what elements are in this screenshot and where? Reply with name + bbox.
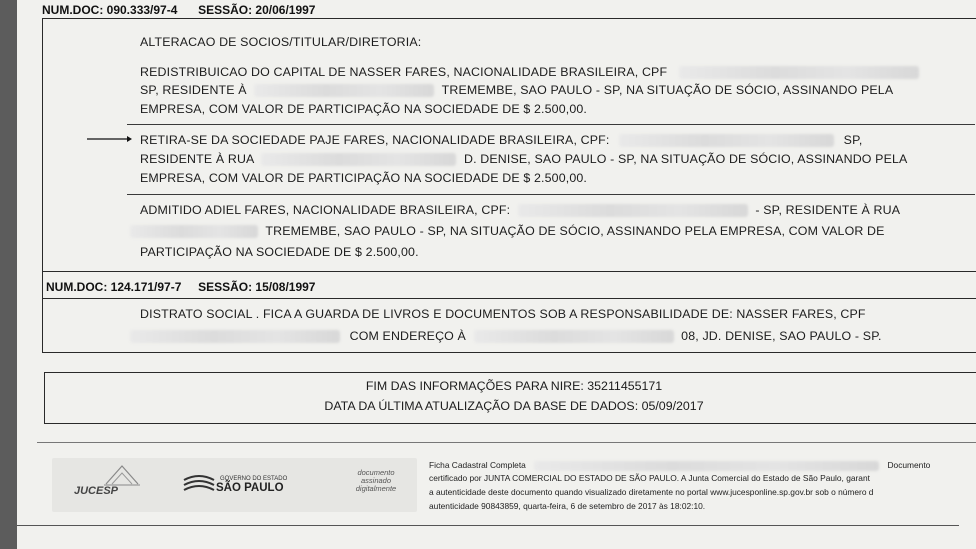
record1-header	[42, 3, 315, 17]
record1-p3-line3: PARTICIPAÇÃO NA SOCIEDADE DE $ 2.500,00.	[140, 245, 419, 259]
summary-box	[44, 372, 976, 424]
redacted-cpf	[130, 330, 340, 343]
redacted-address	[254, 84, 434, 97]
redacted-cpf	[619, 134, 834, 147]
record1-p1-line2: SP, RESIDENTE À TREMEMBE, SAO PAULO - SP, NA SITUAÇÃO DE SÓCIO, ASSINANDO PELA	[140, 83, 894, 97]
record2-line1: DISTRATO SOCIAL . FICA A GUARDA DE LIVROS E DOCUMENTOS SOB A RESPONSABILIDADE DE: NASSER FARES, CPF	[140, 307, 866, 321]
footer-line2: certificado por JUNTA COMERCIAL DO ESTADO DE SÃO PAULO. A Junta Comercial do Estado de São Paulo, garant	[429, 473, 870, 483]
record1-p2-line1: RETIRA-SE DA SOCIEDADE PAJE FARES, NACIONALIDADE BRASILEIRA, CPF: SP,	[140, 133, 863, 147]
summary-data: DATA DA ÚLTIMA ATUALIZAÇÃO DA BASE DE DADOS: 05/09/2017	[324, 399, 704, 413]
left-border	[0, 0, 17, 549]
record2-line2: COM ENDEREÇO À 08, JD. DENISE, SAO PAULO - SP.	[130, 329, 882, 343]
redacted-cpf	[679, 66, 919, 79]
paragraph-divider	[127, 124, 975, 125]
sao-paulo-logo: SÃO PAULO	[216, 482, 284, 494]
record2-sessao: SESSÃO: 15/08/1997	[198, 280, 316, 294]
footer-line1: Ficha Cadastral Completa Documento	[429, 460, 931, 470]
redacted-id	[534, 461, 879, 471]
record2-num-doc: NUM.DOC: 124.171/97-7	[46, 280, 182, 294]
record1-p1-line3: EMPRESA, COM VALOR DE PARTICIPAÇÃO NA SOCIEDADE DE $ 2.500,00.	[140, 102, 588, 116]
paragraph-divider	[127, 194, 975, 195]
page-bottom-line	[17, 525, 959, 526]
record1-p1-line1: REDISTRIBUICAO DO CAPITAL DE NASSER FARES, NACIONALIDADE BRASILEIRA, CPF	[140, 65, 919, 79]
summary-fim: FIM DAS INFORMAÇÕES PARA NIRE: 35211455171	[365, 379, 663, 393]
redacted-cpf	[518, 204, 748, 217]
gov-estado-label: GOVERNO DO ESTADO	[220, 476, 288, 482]
record2-header	[46, 280, 315, 294]
digital-signature-stamp: documento assinado digitalmente	[355, 468, 397, 493]
record1-title: ALTERACAO DE SOCIOS/TITULAR/DIRETORIA:	[140, 35, 422, 49]
footer-line4: autenticidade 90843859, quarta-feira, 6 de setembro de 2017 às 18:02:10.	[429, 501, 706, 511]
sao-paulo-flag-icon	[182, 474, 216, 496]
footer-divider	[37, 442, 976, 443]
footer-logos	[52, 458, 417, 512]
footer-line3: a autenticidade deste documento quando visualizado diretamente no portal www.jucesponline.sp.gov.br sob o número d	[429, 487, 874, 497]
record1-num-doc: NUM.DOC: 090.333/97-4	[42, 3, 178, 17]
pointer-arrow-icon	[87, 134, 132, 144]
record1-p3-line2: TREMEMBE, SAO PAULO - SP, NA SITUAÇÃO DE SÓCIO, ASSINANDO PELA EMPRESA, COM VALOR DE	[130, 224, 885, 238]
record1-p2-line2: RESIDENTE À RUA D. DENISE, SAO PAULO - SP, NA SITUAÇÃO DE SÓCIO, ASSINANDO PELA	[140, 152, 908, 166]
record1-p2-line3: EMPRESA, COM VALOR DE PARTICIPAÇÃO NA SOCIEDADE DE $ 2.500,00.	[140, 171, 588, 185]
document-page	[17, 0, 976, 549]
redacted-address	[474, 330, 674, 343]
record1-sessao: SESSÃO: 20/06/1997	[198, 3, 316, 17]
jucesp-logo: JUCESP	[74, 485, 119, 497]
redacted-address	[261, 153, 456, 166]
record1-p3-line1: ADMITIDO ADIEL FARES, NACIONALIDADE BRASILEIRA, CPF: - SP, RESIDENTE À RUA	[140, 203, 901, 217]
redacted-address	[130, 225, 258, 238]
